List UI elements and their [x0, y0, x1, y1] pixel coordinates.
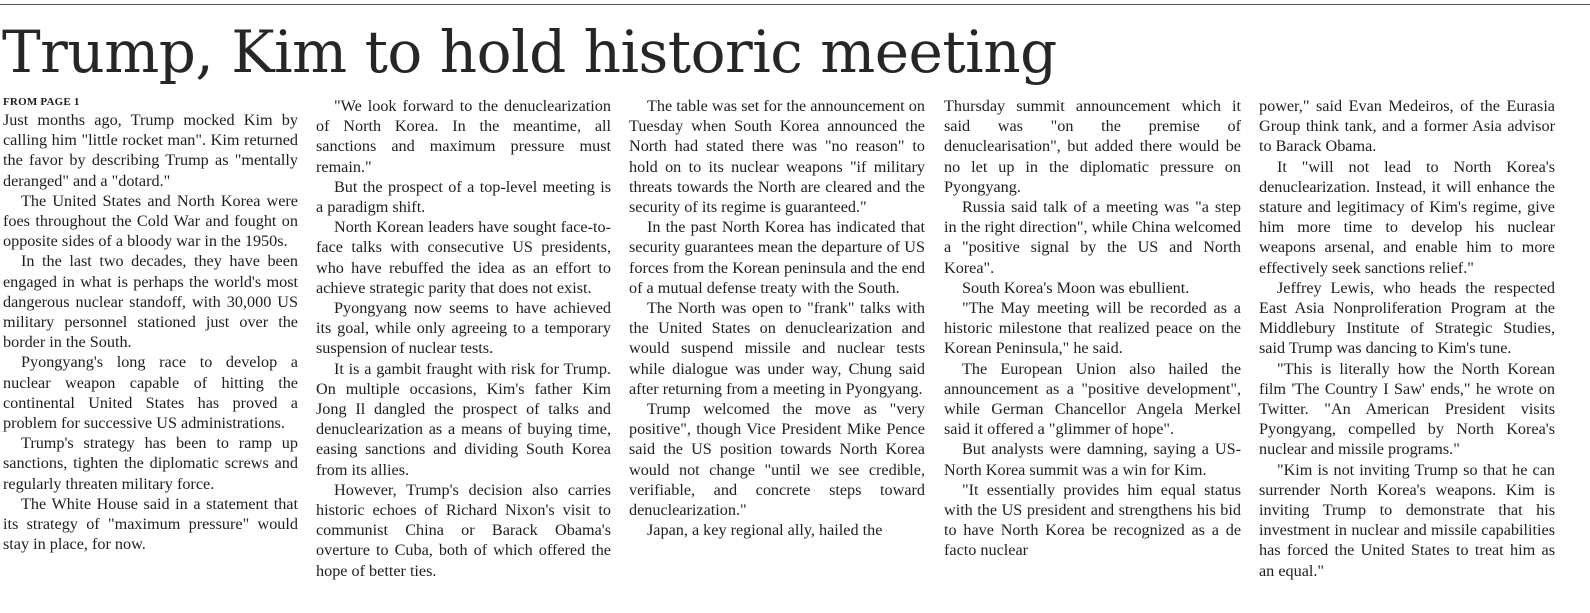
- paragraph: In the past North Korea has indicated that security guarantees mean the departure of US forces from the Korean peninsula and the end of a mutual defense treaty with the South.: [629, 218, 925, 297]
- paragraph: "We look forward to the denuclearization of North Korea. In the meantime, all sanctions and maximum pressure must remain.": [316, 97, 611, 176]
- article-column-1: [3, 96, 298, 606]
- paragraph: The European Union also hailed the announcement as a "positive development", while German Chancellor Angela Merkel said it offered a "glimmer of hope".: [944, 359, 1241, 439]
- paragraph: Russia said talk of a meeting was "a step in the right direction", while China welcomed a "positive signal by the US and North Korea".: [944, 198, 1241, 277]
- paragraph: South Korea's Moon was ebullient.: [962, 278, 1190, 297]
- paragraph: Just months ago, Trump mocked Kim by calling him "little rocket man". Kim returned the favor by describing Trump as "mentally deranged" and a "dotard.": [3, 111, 298, 190]
- paragraph: But the prospect of a top-level meeting is a paradigm shift.: [316, 177, 611, 217]
- kicker-from-page-1: FROM PAGE 1: [3, 96, 80, 108]
- paragraph: "This is literally how the North Korean film 'The Country I Saw' ends," he wrote on Twitter. "An American President visits Pyongyang, compelled by North Korea's nuclear and missile programs.": [1259, 359, 1555, 459]
- paragraph: "Kim is not inviting Trump so that he can surrender North Korea's weapons. Kim is inviting Trump to demonstrate that his investment in nuclear and missile capabilities has forced the United States to treat him as an equal.": [1259, 460, 1555, 580]
- paragraph: Jeffrey Lewis, who heads the respected East Asia Nonproliferation Program at the Middlebury Institute of Strategic Studies, said Trump was dancing to Kim's tune.: [1259, 278, 1555, 358]
- headline: Trump, Kim to hold historic meeting: [2, 18, 1057, 86]
- paragraph: But analysts were damning, saying a US-North Korea summit was a win for Kim.: [944, 440, 1241, 479]
- paragraph: Thursday summit announcement which it said was "on the premise of denuclearisation", but added there would be no let up in the diplomatic pressure on Pyongyang.: [944, 97, 1241, 196]
- paragraph: "The May meeting will be recorded as a historic milestone that realized peace on the Korean Peninsula," he said.: [944, 299, 1241, 358]
- paragraph: North Korean leaders have sought face-to-face talks with consecutive US presidents, who have rebuffed the idea as an effort to achieve strategic parity that does not exist.: [316, 218, 611, 297]
- paragraph: The White House said in a statement that its strategy of "maximum pressure" would stay in place, for now.: [3, 494, 298, 554]
- top-rule: [0, 4, 1590, 5]
- article-column-5: [1259, 96, 1555, 606]
- paragraph: Pyongyang now seems to have achieved its goal, while only agreeing to a temporary suspension of nuclear tests.: [316, 299, 611, 358]
- paragraph: Trump welcomed the move as "very positive", though Vice President Mike Pence said the US position towards North Korea would not change "until we see credible, verifiable, and concrete steps toward denuclearization.": [629, 400, 925, 520]
- paragraph: Japan, a key regional ally, hailed the: [647, 521, 883, 540]
- paragraph: The United States and North Korea were foes throughout the Cold War and fought on opposite sides of a bloody war in the 1950s.: [3, 191, 298, 251]
- paragraph: power," said Evan Medeiros, of the Eurasia Group think tank, and a former Asia advisor to Barack Obama.: [1259, 97, 1555, 156]
- paragraph: It "will not lead to North Korea's denuclearization. Instead, it will enhance the stature and legitimacy of Kim's regime, give him more time to develop his nuclear weapons arsenal, and enable him to more effectively seek sanctions relief.": [1259, 157, 1555, 277]
- article-column-3: [629, 96, 925, 606]
- paragraph: It is a gambit fraught with risk for Trump. On multiple occasions, Kim's father Kim Jong Il dangled the prospect of talks and denuclearization as a means of buying time, easing sanctions and dividing South Korea from its allies.: [316, 359, 611, 479]
- article-column-4: [944, 96, 1241, 606]
- article-column-2: [316, 96, 611, 606]
- paragraph: Pyongyang's long race to develop a nuclear weapon capable of hitting the continental United States has proved a problem for successive US administrations.: [3, 353, 298, 433]
- paragraph: However, Trump's decision also carries historic echoes of Richard Nixon's visit to communist China or Barack Obama's overture to Cuba, both of which offered the hope of better ties.: [316, 480, 611, 580]
- paragraph: In the last two decades, they have been engaged in what is perhaps the world's most dangerous nuclear standoff, with 30,000 US military personnel stationed just over the border in the South.: [3, 252, 298, 352]
- paragraph: The North was open to "frank" talks with the United States on denuclearization and would suspend missile and nuclear tests while dialogue was under way, Chung said after returning from a meeting in Pyongyang.: [629, 299, 925, 398]
- paragraph: "It essentially provides him equal status with the US president and strengthens his bid to have North Korea be recognized as a de facto nuclear: [944, 480, 1241, 560]
- paragraph: The table was set for the announcement on Tuesday when South Korea announced the North had stated there was "no reason" to hold on to its nuclear weapons "if military threats towards the North are cleared and the security of its regime is guaranteed.": [629, 97, 925, 217]
- paragraph: Trump's strategy has been to ramp up sanctions, tighten the diplomatic screws and regularly threaten military force.: [3, 434, 298, 493]
